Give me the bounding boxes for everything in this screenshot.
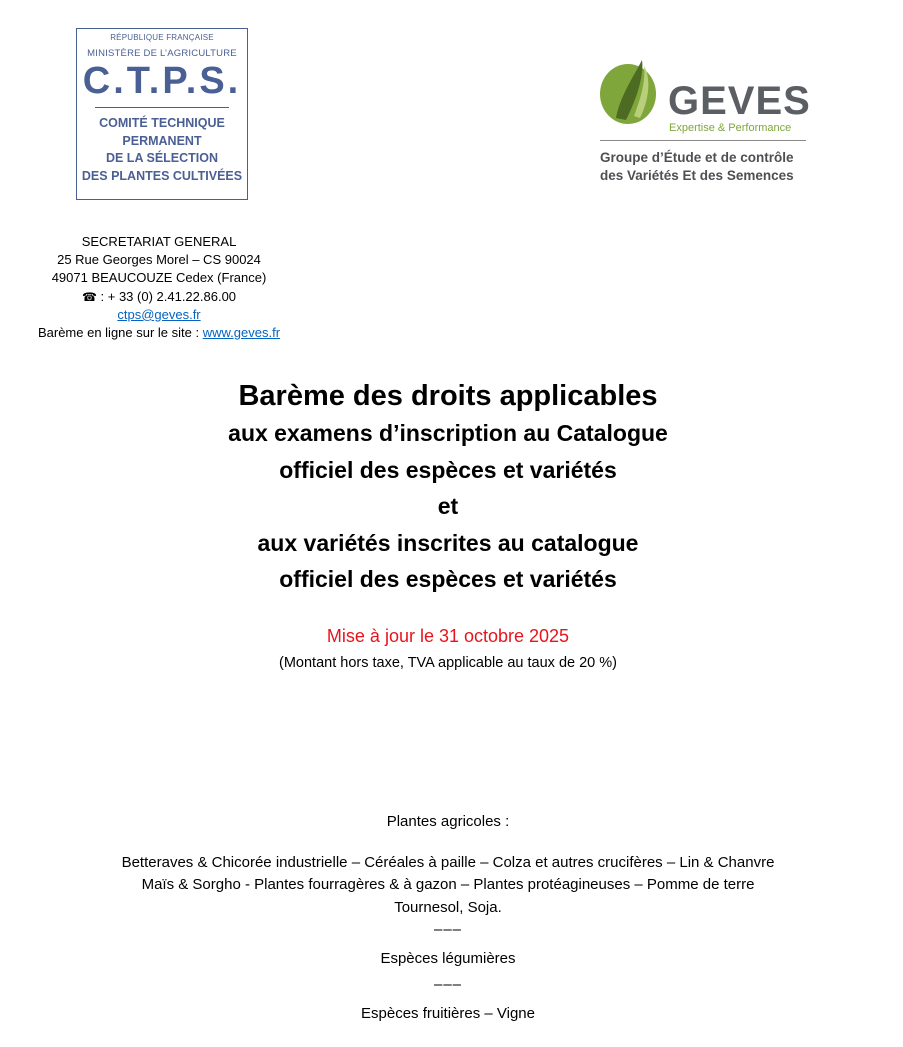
ctps-name-line: DE LA SÉLECTION [105, 151, 219, 165]
ctps-acronym: C.T.P.S. [82, 60, 242, 102]
species-block [0, 811, 896, 1025]
email-line [0, 306, 318, 324]
tax-note: (Montant hors taxe, TVA applicable au taux de 20 %) [279, 655, 617, 671]
geves-brand: GEVES [668, 79, 811, 123]
phone-line [0, 288, 318, 306]
subtitle-line: officiel des espèces et variétés [279, 456, 617, 483]
ctps-logo [76, 28, 248, 200]
street-line: 25 Rue Georges Morel – CS 90024 [57, 252, 261, 268]
telephone-icon: ☎ [81, 289, 97, 304]
ctps-ministry-text: MINISTÈRE DE L’AGRICULTURE [87, 48, 237, 59]
ctps-name-line: COMITÉ TECHNIQUE [99, 116, 225, 130]
ctps-name-line: DES PLANTES CULTIVÉES [81, 168, 243, 183]
email-link[interactable]: ctps@geves.fr [117, 306, 201, 322]
vegetable-species: Espèces légumières [380, 949, 516, 967]
agri-heading: Plantes agricoles : [386, 813, 510, 830]
update-date: Mise à jour le 31 octobre 2025 [326, 626, 570, 646]
agri-species-line: Maïs & Sorgho - Plantes fourragères & à gazon – Plantes protéagineuses – Pomme de terre [141, 876, 755, 893]
site-line [0, 324, 318, 342]
geves-group-line: Groupe d’Étude et de contrôle [600, 150, 794, 165]
site-prefix: Barème en ligne sur le site : [37, 325, 203, 341]
website-link[interactable]: www.geves.fr [202, 325, 281, 341]
subtitle-line: et [437, 493, 459, 519]
title-block [0, 377, 896, 598]
ctps-name-line: PERMANENT [122, 133, 202, 148]
subtitle-line: aux examens d’inscription au Catalogue [228, 420, 668, 446]
phone-number: : + 33 (0) 2.41.22.86.00 [96, 288, 237, 304]
geves-group-name [600, 149, 794, 185]
address-block [0, 233, 318, 342]
ctps-republic-text: RÉPUBLIQUE FRANÇAISE [110, 33, 214, 42]
subtitle-line: officiel des espèces et variétés [279, 566, 617, 592]
separator: ––– [433, 921, 463, 938]
secretariat-line: SECRETARIAT GENERAL [81, 234, 237, 249]
separator: ––– [433, 976, 463, 993]
fruit-species: Espèces fruitières – Vigne [361, 1004, 535, 1022]
agri-species-line: Betteraves & Chicorée industrielle – Céréales à paille – Colza et autres crucifères – Lin & Chanvre [121, 853, 775, 871]
geves-divider [600, 140, 806, 141]
agri-species-line: Tournesol, Soja. [394, 898, 502, 916]
page-title: Barème des droits applicables [238, 380, 658, 412]
geves-group-line: des Variétés Et des Semences [600, 168, 794, 183]
ctps-divider [95, 107, 229, 108]
ctps-full-name [77, 115, 247, 185]
city-line: 49071 BEAUCOUZE Cedex (France) [51, 270, 267, 286]
subtitle-line: aux variétés inscrites au catalogue [257, 529, 639, 556]
geves-tagline: Expertise & Performance [669, 122, 792, 134]
